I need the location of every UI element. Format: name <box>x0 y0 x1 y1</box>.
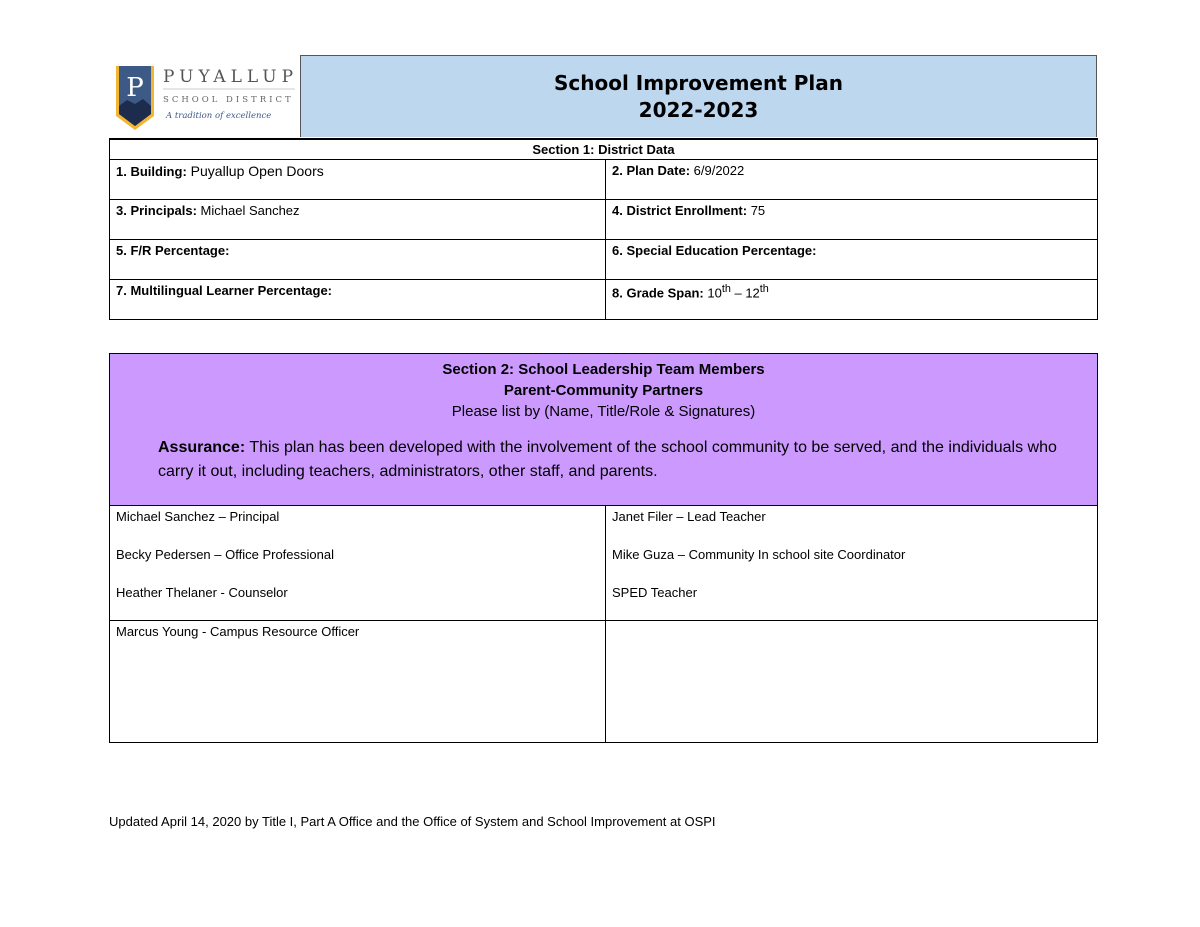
section1-title: Section 1: District Data <box>110 139 1098 160</box>
svg-text:P: P <box>126 73 144 103</box>
member: Marcus Young - Campus Resource Officer <box>110 621 606 743</box>
member: Becky Pedersen – Office Professional <box>116 547 334 562</box>
member: Janet Filer – Lead Teacher <box>612 509 766 524</box>
title-banner <box>300 55 1097 137</box>
field-building: 1. Building: Puyallup Open Doors <box>110 160 606 200</box>
member: Mike Guza – Community In school site Coordinator <box>612 547 906 562</box>
field-grade-span: 8. Grade Span: 10th – 12th <box>606 280 1098 320</box>
field-sped-percentage: 6. Special Education Percentage: <box>606 240 1098 280</box>
section2-subtitle: Parent-Community Partners <box>503 382 704 399</box>
field-plan-date: 2. Plan Date: 6/9/2022 <box>606 160 1098 200</box>
member-empty <box>606 621 1098 743</box>
members-left <box>110 506 606 621</box>
svg-text:A tradition of excellence: A tradition of excellence <box>166 111 272 121</box>
svg-text:SCHOOL DISTRICT: SCHOOL DISTRICT <box>163 95 294 105</box>
members-right <box>606 506 1098 621</box>
assurance-statement: Assurance: This plan has been developed with the involvement of the school community to be served, and the individuals who carry it out, including teachers, administrators, other staff, and parents. <box>158 439 1057 480</box>
field-ml-percentage: 7. Multilingual Learner Percentage: <box>110 280 606 320</box>
district-data-table <box>109 138 1098 320</box>
section2-header <box>110 354 1098 506</box>
svg-text:PUYALLUP: PUYALLUP <box>163 67 298 87</box>
district-logo <box>113 64 298 130</box>
leadership-team-table <box>109 353 1098 743</box>
field-fr-percentage: 5. F/R Percentage: <box>110 240 606 280</box>
member: Michael Sanchez – Principal <box>116 509 280 524</box>
member: Heather Thelaner - Counselor <box>116 585 288 600</box>
field-principals: 3. Principals: Michael Sanchez <box>110 200 606 240</box>
footer-note: Updated April 14, 2020 by Title I, Part A Office and the Office of System and School Improvement at OSPI <box>109 814 716 829</box>
plan-year: 2022-2023 <box>638 98 759 122</box>
section2-title: Section 2: School Leadership Team Members <box>442 361 765 378</box>
member: SPED Teacher <box>612 585 698 600</box>
field-enrollment: 4. District Enrollment: 75 <box>606 200 1098 240</box>
plan-title: School Improvement Plan <box>553 71 843 95</box>
section2-instruction: Please list by (Name, Title/Role & Signatures) <box>451 403 756 420</box>
